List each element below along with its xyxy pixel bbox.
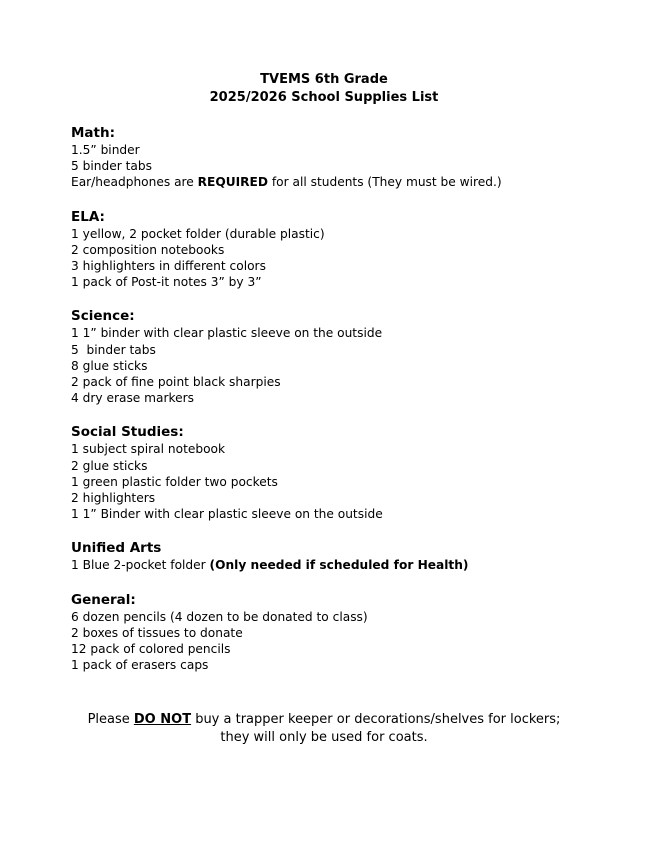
do-not-emphasis: DO NOT [133, 712, 192, 727]
section-heading-ela: ELA: [71, 208, 105, 225]
supplies-content [71, 124, 631, 690]
section-math [71, 124, 631, 191]
list-item: 1 pack of erasers caps [71, 658, 209, 673]
headphones-requirement [71, 174, 631, 190]
list-item: 2 glue sticks [71, 458, 148, 473]
title-school-grade: TVEMS 6th Grade [260, 72, 388, 87]
list-item: 2 pack of fine point black sharpies [71, 375, 281, 390]
list-item: 1 1” binder with clear plastic sleeve on the outside [71, 326, 383, 341]
notice-line-2: they will only be used for coats. [220, 730, 428, 745]
section-ela [71, 208, 631, 291]
list-item: 1 subject spiral notebook [71, 442, 226, 457]
section-social-studies [71, 423, 631, 522]
list-item: 4 dry erase markers [71, 391, 194, 406]
locker-notice [0, 711, 648, 747]
list-item: 2 boxes of tissues to donate [71, 625, 243, 640]
list-item: 8 glue sticks [71, 358, 148, 373]
required-emphasis: REQUIRED [197, 175, 268, 190]
section-heading-general: General: [71, 591, 136, 608]
section-heading-science: Science: [71, 308, 135, 325]
notice-text-after: buy a trapper keeper or decorations/shelves for lockers; [191, 712, 561, 727]
notice-text-before: Please [87, 712, 134, 727]
title-list-name: 2025/2026 School Supplies List [209, 90, 439, 105]
section-heading-social-studies: Social Studies: [71, 424, 184, 441]
list-item: 1 pack of Post-it notes 3” by 3” [71, 275, 262, 290]
list-item: 1.5” binder [71, 143, 140, 157]
list-item: 2 composition notebooks [71, 242, 225, 257]
list-item: 6 dozen pencils (4 dozen to be donated to class) [71, 609, 368, 624]
document-title [0, 71, 648, 107]
headphones-text-before: Ear/headphones are [71, 175, 198, 190]
list-item: 5 binder tabs [71, 342, 156, 357]
list-item: 12 pack of colored pencils [71, 642, 231, 657]
list-item: 5 binder tabs [71, 159, 152, 174]
section-unified-arts [71, 539, 631, 573]
folder-text: 1 Blue 2-pocket folder [71, 558, 210, 573]
notice-line-1 [0, 711, 648, 729]
health-note-emphasis: (Only needed if scheduled for Health) [209, 558, 469, 573]
headphones-text-after: for all students (They must be wired.) [268, 175, 502, 190]
list-item: 1 1” Binder with clear plastic sleeve on the outside [71, 507, 383, 522]
section-heading-unified-arts: Unified Arts [71, 540, 162, 557]
list-item: 1 green plastic folder two pockets [71, 474, 278, 489]
section-heading-math: Math: [71, 125, 116, 141]
section-general [71, 591, 631, 674]
list-item [71, 557, 631, 573]
list-item: 3 highlighters in different colors [71, 259, 266, 274]
section-science [71, 307, 631, 406]
list-item: 1 yellow, 2 pocket folder (durable plastic) [71, 226, 325, 241]
list-item: 2 highlighters [71, 491, 156, 506]
